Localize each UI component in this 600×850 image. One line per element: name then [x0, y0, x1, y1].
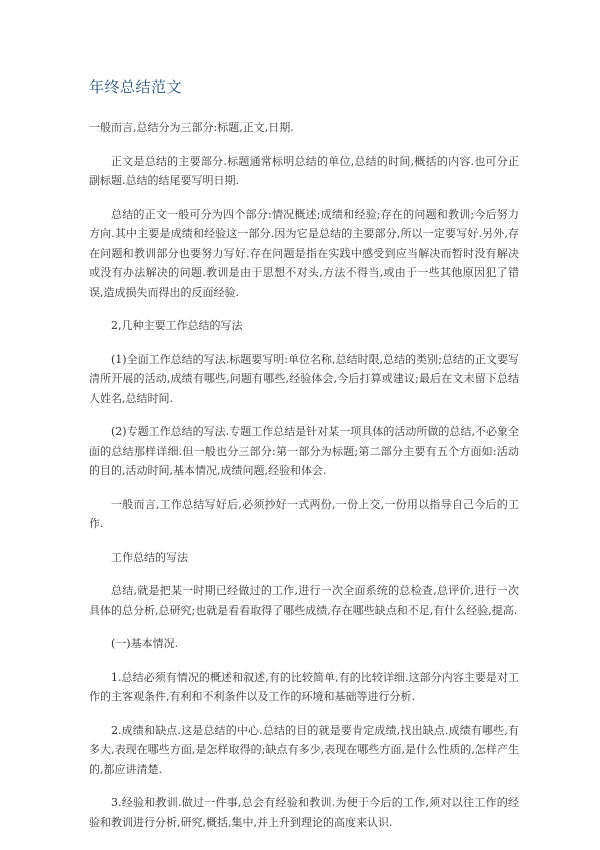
list-item-1: 1.总结必须有情况的概述和叙述,有的比较简单,有的比较详细.这部分内容主要是对工作的主客观条件,有利和不利条件以及工作的环境和基础等进行分析.	[89, 670, 519, 703]
list-item-2: 2.成绩和缺点.这是总结的中心.总结的目的就是要肯定成绩,找出缺点.成绩有哪些,有多大,表现在哪些方面,是怎样取得的;缺点有多少,表现在哪些方面,是什么性质的,怎样产生的,都应讲清楚.	[89, 723, 519, 776]
paragraph-definition: 总结,就是把某一时期已经做过的工作,进行一次全面系统的总检查,总评价,进行一次具体的总分析,总研究;也就是看看取得了哪些成绩,存在哪些缺点和不足,有什么经验,提高.	[89, 584, 519, 617]
paragraph-full-summary: (1)全面工作总结的写法.标题要写明:单位名称,总结时限,总结的类别;总结的正文要写清所开展的活动,成绩有哪些,问题有哪些,经验体会,今后打算或建议;最后在文末留下总结人姓名,总结时间.	[89, 352, 519, 405]
paragraph-intro: 一般而言,总结分为三部分:标题,正文,日期.	[89, 121, 294, 134]
paragraph-four-parts: 总结的正文一般可分为四个部分:情况概述;成绩和经验;存在的问题和教训;今后努力方向.其中主要是成绩和经验这一部分.因为它是总结的主要部分,所以一定要写好.另外,存在问题和教训部分也要努力写好.存在问题是指在实践中感受到应当解决而暂时没有解决或没有办法解决的问题.教训是由于思想不对头,方法不得当,或由于一些其他原因犯了错误,造成损失而得出的反面经验.	[89, 207, 519, 299]
section-heading: 2,几种主要工作总结的写法	[111, 319, 243, 332]
paragraph-copies: 一般而言,工作总结写好后,必须抄好一式两份,一份上交,一份用以指导自己今后的工作.	[89, 497, 519, 530]
paragraph-body: 正文是总结的主要部分.标题通常标明总结的单位,总结的时间,概括的内容.也可分正副标题.总结的结尾要写明日期.	[89, 154, 519, 187]
list-item-3: 3.经验和教训.做过一件事,总会有经验和教训.为便于今后的工作,须对以往工作的经验和教训进行分析,研究,概括,集中,并上升到理论的高度来认识.	[89, 796, 519, 829]
subheading-basic: (一)基本情况.	[111, 637, 179, 650]
paragraph-topic-summary: (2)专题工作总结的写法.专题工作总结是针对某一项具体的活动所做的总结,不必象全面的总结那样详细.但一般也分三部分:第一部分为标题;第二部分主要有五个方面如:活动的目的,活动时间,基本情况,成绩问题,经验和体会.	[89, 425, 519, 477]
section-heading-writing: 工作总结的写法	[111, 550, 188, 564]
document-title: 年终总结范文	[89, 78, 183, 96]
document-body	[89, 118, 519, 832]
